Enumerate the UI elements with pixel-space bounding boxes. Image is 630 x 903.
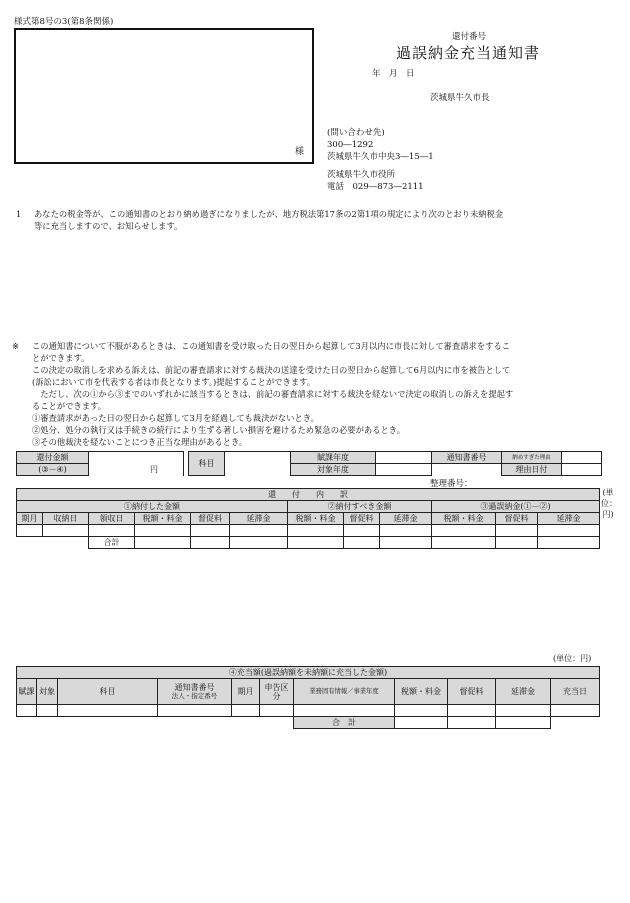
col-header: 税額・料金 <box>288 513 344 525</box>
notice-number: 1 <box>16 209 22 219</box>
col-header: 延滞金 <box>538 513 600 525</box>
issue-date: 年 月 日 <box>372 69 415 79</box>
col-tokusoku: 督促料 <box>448 679 496 705</box>
col-header: 収納日 <box>43 513 89 525</box>
yen-label: 円 <box>150 465 158 474</box>
col-corp-number: 法人・指定番号 <box>171 691 218 700</box>
group-paid: ①納付した金額 <box>17 501 288 513</box>
allocation-unit: (単位：円) <box>553 654 592 663</box>
refund-number-label: 還付番号 <box>452 32 487 42</box>
appeal-line: ただし、次の①から③までのいずれかに該当するときは、前記の審査請求に対する裁決を経ないで決定の取消しの訴えを提起す <box>32 389 514 399</box>
breakdown-title: 還 付 内 訳 <box>17 489 600 501</box>
issuer: 茨城県牛久市長 <box>430 93 490 103</box>
total-row <box>17 537 600 549</box>
col-taisho: 対象 <box>37 679 58 705</box>
table-row <box>17 705 600 717</box>
allocation-table <box>16 666 600 729</box>
summary-table <box>16 451 602 476</box>
notice-paragraph <box>12 208 612 232</box>
contact-phone: 電話 029―873―2111 <box>327 182 424 192</box>
allocation-title: ④充当額(過誤納額を未納額に充当した金額) <box>17 667 600 679</box>
col-shinkoku: 申告区分 <box>260 679 294 705</box>
col-zeigaku: 税額・料金 <box>395 679 448 705</box>
appeal-line: (訴訟において市を代表する者は市長となります。)提起することができます。 <box>32 377 316 387</box>
group-overpaid: ③過誤納金(①－②) <box>432 501 600 513</box>
refund-amount-formula: (③－④) <box>17 464 89 476</box>
allocation-total-label: 合 計 <box>294 717 395 729</box>
contact-block <box>327 127 434 193</box>
col-tsuchi-number: 通知書番号 <box>174 682 215 692</box>
appeal-paragraph <box>12 340 612 448</box>
col-header: 延滞金 <box>380 513 432 525</box>
breakdown-total-label: 合計 <box>89 537 135 549</box>
col-fuka: 賦課 <box>17 679 37 705</box>
total-row <box>17 717 600 729</box>
col-header: 期月 <box>17 513 43 525</box>
notice-number-label: 通知書番号 <box>432 452 502 464</box>
notice-line-1: あなたの税金等が、この通知書のとおり納め過ぎになりましたが、地方税法第17条の2第1項の規定により次のとおり未納税金 <box>34 209 504 219</box>
subject-label: 科目 <box>189 452 225 476</box>
col-header: 督促料 <box>496 513 538 525</box>
appeal-line: とができます。 <box>32 353 90 363</box>
page-title: 過誤納金充当通知書 <box>396 44 541 62</box>
contact-office: 茨城県牛久市役所 <box>327 170 396 180</box>
col-juto: 充当日 <box>551 679 600 705</box>
appeal-line: ることができます。 <box>32 401 107 411</box>
overpaid-reason-label: 納めすぎた理由 <box>502 452 562 464</box>
contact-postal: 300―1292 <box>327 140 374 150</box>
col-kigetsu: 期月 <box>232 679 260 705</box>
form-reference: 様式第8号の3(第8条関係) <box>14 17 114 27</box>
appeal-line: この決定の取消しを求める訴えは、前記の審査請求に対する裁決の送達を受けた日の翌日から起算して6月以内に市を被告として <box>32 365 511 375</box>
recipient-address-box <box>14 28 314 164</box>
col-kamoku: 科目 <box>58 679 158 705</box>
col-header: 督促料 <box>344 513 380 525</box>
table-row <box>17 525 600 537</box>
col-header: 延滞金 <box>230 513 288 525</box>
appeal-line: ①審査請求があった日の翌日から起算して3月を経過しても裁決がないとき。 <box>32 413 319 423</box>
col-header: 税額・料金 <box>432 513 496 525</box>
col-header: 税額・料金 <box>135 513 191 525</box>
col-header: 督促料 <box>191 513 230 525</box>
col-gyomu: 業務固有情報／事業年度 <box>294 679 395 705</box>
refund-amount-label: 還付金額 <box>17 452 89 464</box>
col-entai: 延滞金 <box>496 679 551 705</box>
group-payable: ②納付すべき金額 <box>288 501 432 513</box>
col-header: 領収日 <box>89 513 135 525</box>
refund-breakdown-table <box>16 488 600 549</box>
notice-line-2: 等に充当しますので、お知らせします。 <box>34 221 183 231</box>
breakdown-unit-note: (単位：円) <box>601 488 617 519</box>
contact-address: 茨城県牛久市中央3―15―1 <box>327 152 434 162</box>
appeal-line: ③その他裁決を経ないことにつき正当な理由があるとき。 <box>32 437 248 447</box>
appeal-line: この通知書について不服があるときは、この通知書を受け取った日の翌日から起算して3月以内に市長に対して審査請求をするこ <box>32 341 511 351</box>
contact-heading: (問い合わせ先) <box>327 128 385 138</box>
reason-date-label: 理由日付 <box>502 464 562 476</box>
seiri-number-label: 整理番号： <box>430 479 473 489</box>
recipient-suffix: 様 <box>294 147 304 157</box>
tax-year-label: 賦課年度 <box>291 452 376 464</box>
appeal-line: ②処分、処分の執行又は手続きの続行により生ずる著しい損害を避けるため緊急の必要があるとき。 <box>32 425 406 435</box>
target-year-label: 対象年度 <box>291 464 376 476</box>
appeal-mark: ※ <box>12 341 19 351</box>
